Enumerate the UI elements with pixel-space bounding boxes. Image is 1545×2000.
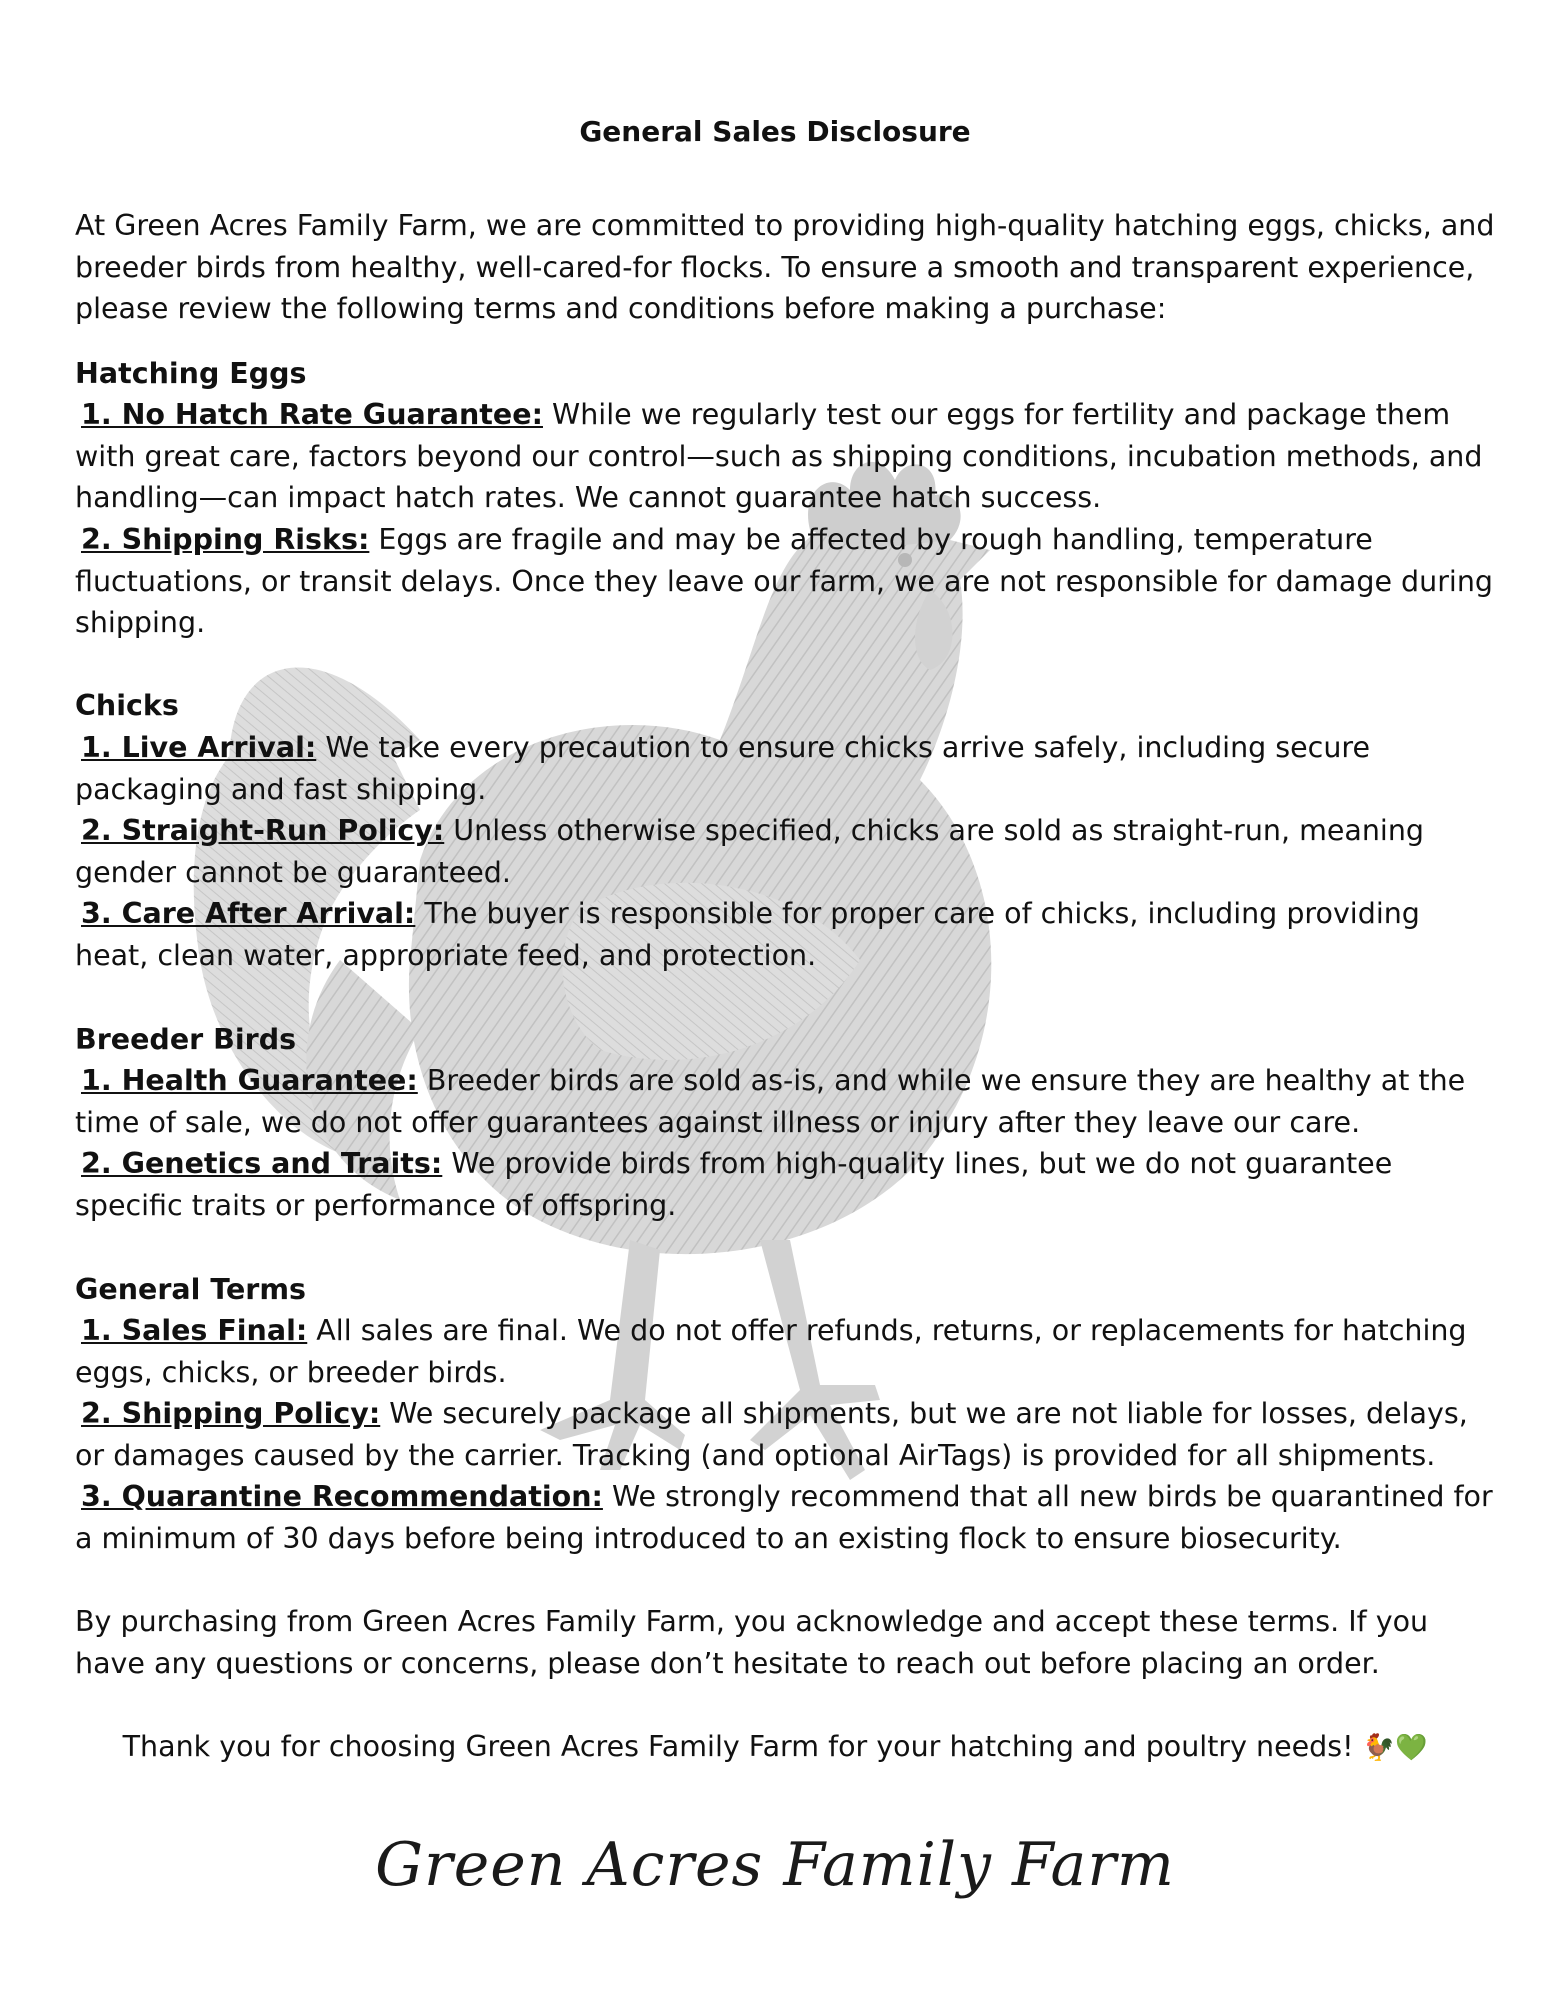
list-item [75,394,1495,519]
list-item [75,1393,1495,1476]
page-title: General Sales Disclosure [579,115,971,148]
green-heart-icon: 💚 [1394,1733,1428,1763]
closing-paragraph: By purchasing from Green Acres Family Farm, you acknowledge and accept these terms. If you have any questions or concerns, please don’t hesitate to reach out before placing an order. [75,1605,1429,1680]
list-item [75,1476,1495,1559]
term-text: Breeder birds are sold as-is, and while we ensure they are healthy at the time of sale, we do not offer guarantees against illness or injury after they leave our care. [75,1064,1466,1139]
term-text: All sales are final. We do not offer refunds, returns, or replacements for hatching eggs, chicks, or breeder birds. [75,1314,1467,1389]
list-item [75,810,1495,893]
term-text: We take every precaution to ensure chicks arrive safely, including secure packaging and fast shipping. [75,731,1371,806]
section-heading-breeder-birds: Breeder Birds [75,1023,297,1056]
section-heading-general-terms: General Terms [75,1273,307,1306]
term-text: We provide birds from high-quality lines, but we do not guarantee specific traits or performance of offspring. [75,1147,1393,1222]
term-label: 3. Quarantine Recommendation: [81,1480,603,1513]
list-item [75,893,1495,976]
list-item [75,1060,1495,1143]
term-text: The buyer is responsible for proper care of chicks, including providing heat, clean water, appropriate feed, and protection. [75,897,1420,972]
list-item [75,727,1495,810]
section-heading-hatching-eggs: Hatching Eggs [75,357,307,390]
term-label: 1. Live Arrival: [81,731,317,764]
list-item [75,519,1495,644]
term-text: Eggs are fragile and may be affected by rough handling, temperature fluctuations, or transit delays. Once they leave our farm, we are not responsible for damage during shipping. [75,523,1494,639]
term-text: While we regularly test our eggs for fertility and package them with great care, factors beyond our control—such as shipping conditions, incubation methods, and handling—can impact hatch rates. We cannot guarantee hatch success. [75,398,1483,514]
thank-you-text: Thank you for choosing Green Acres Family Farm for your hatching and poultry needs! [122,1730,1354,1763]
farm-signature: Green Acres Family Farm [375,1830,1175,1900]
term-text: Unless otherwise specified, chicks are sold as straight-run, meaning gender cannot be guaranteed. [75,814,1424,889]
term-text: We securely package all shipments, but we are not liable for losses, delays, or damages caused by the carrier. Tracking (and optional AirTags) is provided for all shipments. [75,1397,1468,1472]
term-label: 2. Genetics and Traits: [81,1147,443,1180]
term-label: 2. Shipping Risks: [81,523,370,556]
section-heading-chicks: Chicks [75,689,179,722]
intro-paragraph: At Green Acres Family Farm, we are committed to providing high-quality hatching eggs, chicks, and breeder birds from healthy, well-cared-for flocks. To ensure a smooth and transparent experience, please review the following terms and conditions before making a purchase: [75,209,1495,325]
thank-you-line [75,1726,1475,1770]
term-label: 2. Shipping Policy: [81,1397,381,1430]
rooster-emoji-icon: 🐓 [1362,1733,1395,1763]
term-label: 1. Sales Final: [81,1314,308,1347]
list-item [75,1310,1495,1393]
term-label: 1. Health Guarantee: [81,1064,418,1097]
term-label: 1. No Hatch Rate Guarantee: [81,398,543,431]
term-label: 2. Straight-Run Policy: [81,814,445,847]
list-item [75,1143,1495,1226]
term-label: 3. Care After Arrival: [81,897,416,930]
term-text: We strongly recommend that all new birds be quarantined for a minimum of 30 days before being introduced to an existing flock to ensure biosecurity. [75,1480,1493,1555]
